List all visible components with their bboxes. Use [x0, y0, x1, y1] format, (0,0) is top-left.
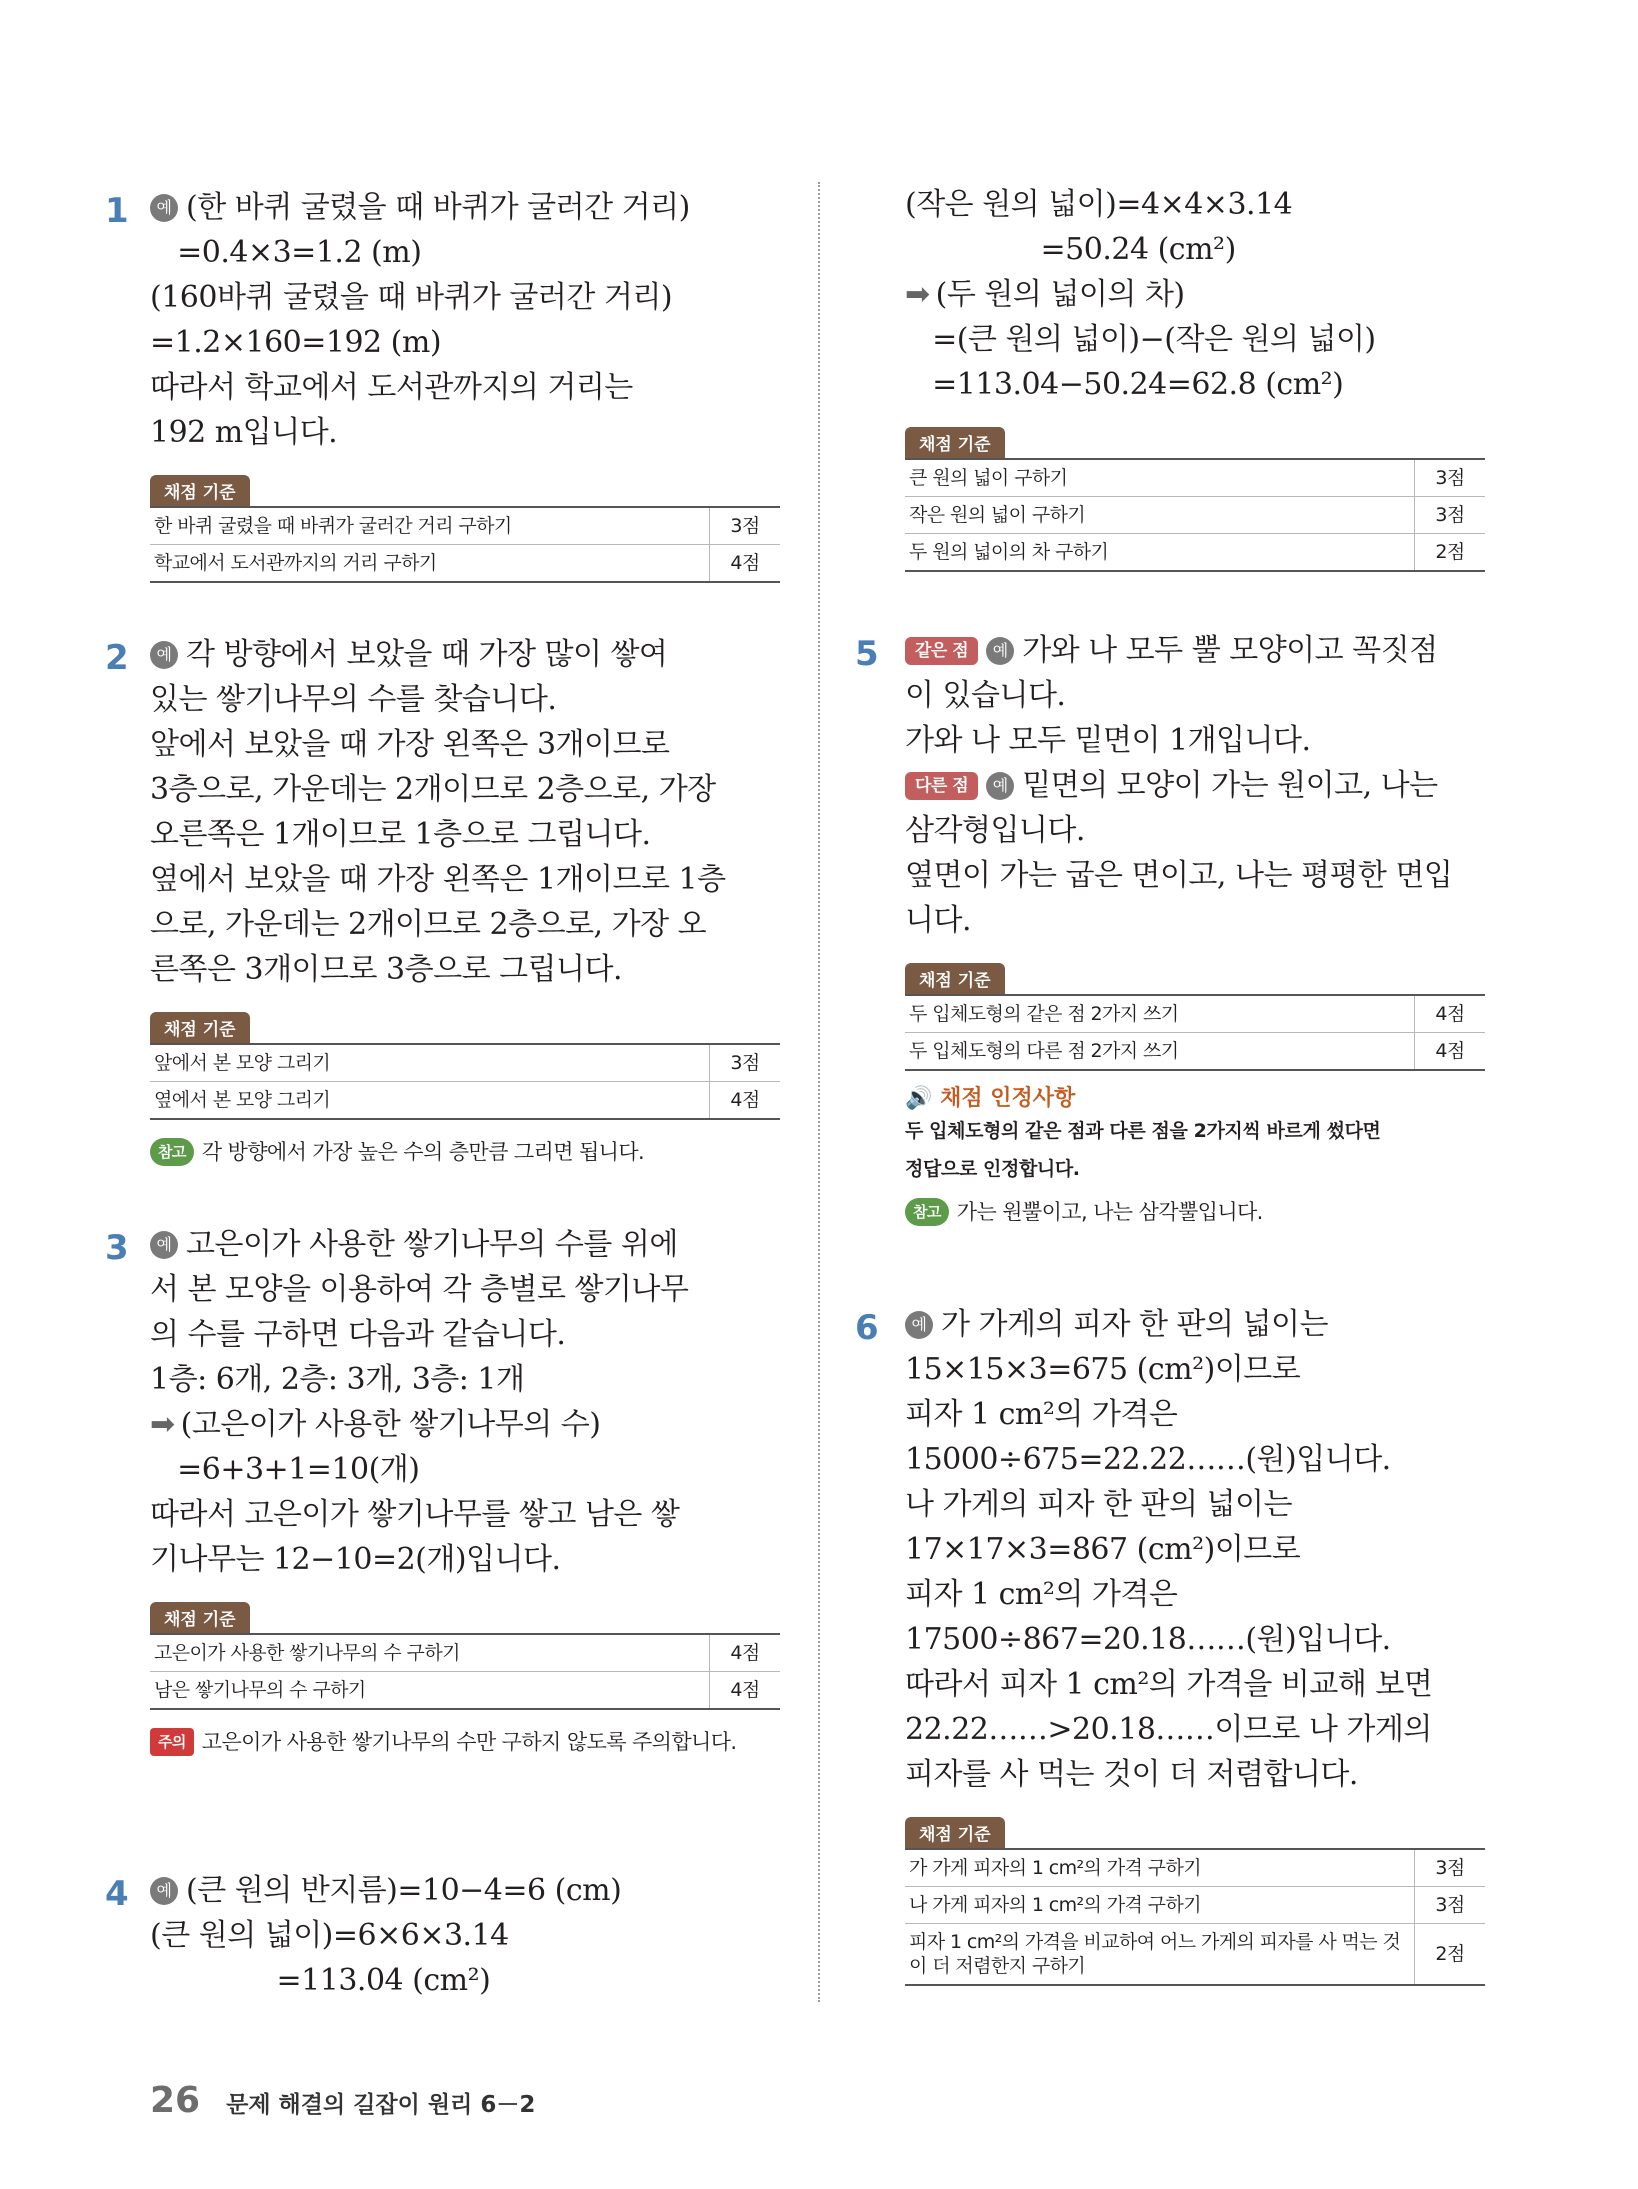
problem-5 [855, 628, 1485, 1230]
rubric-label: 채점 기준 [150, 475, 250, 506]
reference-icon: 참고 [905, 1198, 949, 1226]
column-divider [818, 182, 820, 2002]
example-marker: 예 [150, 1231, 178, 1259]
example-marker: 예 [150, 1877, 178, 1905]
answer-line: (고은이가 사용한 쌓기나무의 수) [180, 1407, 601, 1442]
answer-line: 17×17×3=867 (cm²)이므로 [905, 1532, 1301, 1567]
rubric-label: 채점 기준 [905, 963, 1005, 994]
rubric-label: 채점 기준 [150, 1012, 250, 1043]
rubric-score: 4점 [710, 545, 781, 583]
same-point-tag: 같은 점 [905, 637, 978, 665]
answer-line: =50.24 (cm²) [905, 232, 1236, 267]
answer-line: (두 원의 넓이의 차) [935, 277, 1185, 312]
example-marker: 예 [986, 772, 1014, 800]
scoring-rubric [150, 1602, 780, 1710]
table-row [905, 459, 1485, 497]
answer-line: 앞에서 보았을 때 가장 왼쪽은 3개이므로 [150, 727, 670, 762]
rubric-label: 채점 기준 [905, 1817, 1005, 1848]
speaker-icon: 🔊 [905, 1086, 933, 1111]
page-footer [150, 2080, 535, 2121]
rubric-item: 두 입체도형의 같은 점 2가지 쓰기 [905, 995, 1415, 1033]
rubric-item: 앞에서 본 모양 그리기 [150, 1044, 710, 1082]
problem-number: 6 [855, 1308, 879, 1348]
answer-line: 15000÷675=22.22……(원)입니다. [905, 1442, 1391, 1477]
answer-line: 의 수를 구하면 다음과 같습니다. [150, 1317, 566, 1352]
table-row [150, 1044, 780, 1082]
rubric-score: 2점 [1415, 1924, 1486, 1986]
answer-line: =6+3+1=10(개) [150, 1452, 420, 1487]
answer-line: (큰 원의 반지름)=10−4=6 (cm) [186, 1873, 622, 1908]
note-text: 각 방향에서 가장 높은 수의 층만큼 그리면 됩니다. [201, 1140, 645, 1164]
answer-line: 3층으로, 가운데는 2개이므로 2층으로, 가장 [150, 772, 716, 807]
recognition-line: 정답으로 인정합니다. [905, 1158, 1080, 1180]
table-row [150, 545, 780, 583]
problem-6 [855, 1302, 1485, 1986]
rubric-score: 4점 [710, 1672, 781, 1710]
answer-line: 피자 1 cm²의 가격은 [905, 1577, 1178, 1612]
rubric-score: 3점 [1415, 1849, 1486, 1887]
answer-line: 15×15×3=675 (cm²)이므로 [905, 1352, 1301, 1387]
scoring-rubric [905, 963, 1485, 1071]
rubric-item: 고은이가 사용한 쌓기나무의 수 구하기 [150, 1634, 710, 1672]
rubric-item: 남은 쌓기나무의 수 구하기 [154, 1679, 366, 1701]
book-title: 문제 해결의 길잡이 원리 6－2 [226, 2092, 536, 2118]
rubric-score: 3점 [1415, 497, 1486, 534]
answer-line: (160바퀴 굴렸을 때 바퀴가 굴러간 거리) [150, 280, 673, 315]
answer-line: 옆면이 가는 굽은 면이고, 나는 평평한 면입 [905, 858, 1453, 893]
rubric-label: 채점 기준 [150, 1602, 250, 1633]
rubric-item: 나 가게 피자의 1 cm²의 가격 구하기 [905, 1887, 1415, 1924]
answer-line: =(큰 원의 넓이)−(작은 원의 넓이) [905, 322, 1376, 357]
answer-line: =1.2×160=192 (m) [150, 325, 442, 360]
answer-line: (작은 원의 넓이)=4×4×3.14 [905, 187, 1293, 222]
table-row [150, 507, 780, 545]
problem-number: 3 [105, 1228, 129, 1268]
answer-line: 피자를 사 먹는 것이 더 저렴합니다. [905, 1757, 1358, 1792]
table-row [905, 1924, 1485, 1986]
page-number: 26 [150, 2080, 201, 2121]
problem-number: 4 [105, 1874, 129, 1914]
answer-line: 가 가게의 피자 한 판의 넓이는 [941, 1307, 1328, 1342]
rubric-score: 3점 [710, 507, 781, 545]
scoring-recognition-heading [905, 1081, 1485, 1112]
scoring-rubric [905, 1817, 1485, 1986]
example-marker: 예 [986, 637, 1014, 665]
reference-note [150, 1134, 780, 1170]
rubric-score: 3점 [1415, 1887, 1486, 1924]
answer-line: 따라서 고은이가 쌓기나무를 쌓고 남은 쌓 [150, 1497, 680, 1532]
answer-line: 있는 쌓기나무의 수를 찾습니다. [150, 682, 557, 717]
answer-line: 나 가게의 피자 한 판의 넓이는 [905, 1487, 1292, 1522]
table-row [150, 1082, 780, 1120]
scoring-rubric [150, 475, 780, 583]
rubric-item: 가 가게 피자의 1 cm²의 가격 구하기 [905, 1849, 1415, 1887]
rubric-score: 2점 [1415, 534, 1486, 572]
scoring-rubric [150, 1012, 780, 1120]
rubric-item: 한 바퀴 굴렸을 때 바퀴가 굴러간 거리 구하기 [150, 507, 710, 545]
answer-line: 른쪽은 3개이므로 3층으로 그립니다. [150, 952, 623, 987]
answer-line: 밑면의 모양이 가는 원이고, 나는 [1022, 768, 1438, 803]
answer-line: 따라서 피자 1 cm²의 가격을 비교해 보면 [905, 1667, 1433, 1702]
problem-number: 1 [105, 191, 129, 231]
reference-icon: 참고 [150, 1138, 194, 1166]
problem-number: 2 [105, 638, 129, 678]
answer-line: 옆에서 보았을 때 가장 왼쪽은 1개이므로 1층 [150, 862, 726, 897]
answer-line: 고은이가 사용한 쌓기나무의 수를 위에 [186, 1227, 678, 1262]
answer-line: 서 본 모양을 이용하여 각 층별로 쌓기나무 [150, 1272, 689, 1307]
problem-2 [105, 632, 780, 1170]
rubric-score: 3점 [710, 1044, 781, 1082]
warning-note [150, 1724, 780, 1760]
answer-line: 삼각형입니다. [905, 813, 1085, 848]
recognition-label: 채점 인정사항 [940, 1086, 1076, 1111]
rubric-score: 4점 [1415, 1033, 1486, 1071]
problem-4-continued [905, 182, 1485, 572]
answer-line: 1층: 6개, 2층: 3개, 3층: 1개 [150, 1362, 525, 1397]
answer-line: 니다. [905, 903, 971, 938]
answer-line: 192 m입니다. [150, 415, 338, 450]
rubric-score: 3점 [1415, 459, 1486, 497]
problem-number: 5 [855, 634, 879, 674]
table-row [150, 1672, 780, 1710]
table-row [905, 497, 1485, 534]
answer-line: 17500÷867=20.18……(원)입니다. [905, 1622, 1391, 1657]
table-row [905, 995, 1485, 1033]
answer-line: 기나무는 12−10=2(개)입니다. [150, 1542, 561, 1577]
rubric-score: 4점 [1415, 995, 1486, 1033]
answer-line: =0.4×3=1.2 (m) [150, 235, 422, 270]
problem-4 [105, 1868, 780, 2003]
answer-line: =113.04 (cm²) [150, 1963, 491, 1998]
note-text: 가는 원뿔이고, 나는 삼각뿔입니다. [956, 1200, 1263, 1224]
problem-3 [105, 1222, 780, 1760]
answer-line: 가와 나 모두 밑면이 1개입니다. [905, 723, 1311, 758]
example-marker: 예 [150, 641, 178, 669]
warning-icon: 주의 [150, 1728, 194, 1756]
reference-note [905, 1194, 1485, 1230]
scoring-rubric [905, 427, 1485, 572]
rubric-score: 4점 [710, 1634, 781, 1672]
rubric-item: 피자 1 cm²의 가격을 비교하여 어느 가게의 피자를 사 먹는 것이 더 저렴한지 구하기 [909, 1931, 1401, 1977]
rubric-score: 4점 [710, 1082, 781, 1120]
example-marker: 예 [905, 1311, 933, 1339]
answer-line: 가와 나 모두 뿔 모양이고 꼭짓점 [1022, 633, 1438, 668]
rubric-item: 옆에서 본 모양 그리기 [154, 1089, 331, 1111]
rubric-item: 두 원의 넓이의 차 구하기 [909, 541, 1109, 563]
arrow-icon: ➡ [150, 1407, 175, 1442]
answer-line: 이 있습니다. [905, 678, 1066, 713]
problem-1 [105, 185, 780, 583]
answer-line: 각 방향에서 보았을 때 가장 많이 쌓여 [186, 637, 668, 672]
table-row [905, 534, 1485, 572]
recognition-line: 두 입체도형의 같은 점과 다른 점을 2가지씩 바르게 썼다면 [905, 1120, 1381, 1142]
answer-line: 오른쪽은 1개이므로 1층으로 그립니다. [150, 817, 651, 852]
rubric-item: 큰 원의 넓이 구하기 [905, 459, 1415, 497]
table-row [905, 1887, 1485, 1924]
example-marker: 예 [150, 194, 178, 222]
rubric-label: 채점 기준 [905, 427, 1005, 458]
answer-line: 피자 1 cm²의 가격은 [905, 1397, 1178, 1432]
answer-line: (한 바퀴 굴렸을 때 바퀴가 굴러간 거리) [186, 190, 690, 225]
answer-line: 으로, 가운데는 2개이므로 2층으로, 가장 오 [150, 907, 707, 942]
answer-line: 따라서 학교에서 도서관까지의 거리는 [150, 370, 633, 405]
answer-line: =113.04−50.24=62.8 (cm²) [905, 367, 1344, 402]
table-row [150, 1634, 780, 1672]
rubric-item: 작은 원의 넓이 구하기 [905, 497, 1415, 534]
answer-line: (큰 원의 넓이)=6×6×3.14 [150, 1918, 509, 1953]
arrow-icon: ➡ [905, 277, 930, 312]
table-row [905, 1849, 1485, 1887]
different-point-tag: 다른 점 [905, 772, 978, 800]
rubric-item: 두 입체도형의 다른 점 2가지 쓰기 [909, 1040, 1179, 1062]
answer-line: 22.22……>20.18……이므로 나 가게의 [905, 1712, 1432, 1747]
rubric-item: 학교에서 도서관까지의 거리 구하기 [154, 552, 437, 574]
note-text: 고은이가 사용한 쌓기나무의 수만 구하지 않도록 주의합니다. [201, 1730, 737, 1754]
table-row [905, 1033, 1485, 1071]
